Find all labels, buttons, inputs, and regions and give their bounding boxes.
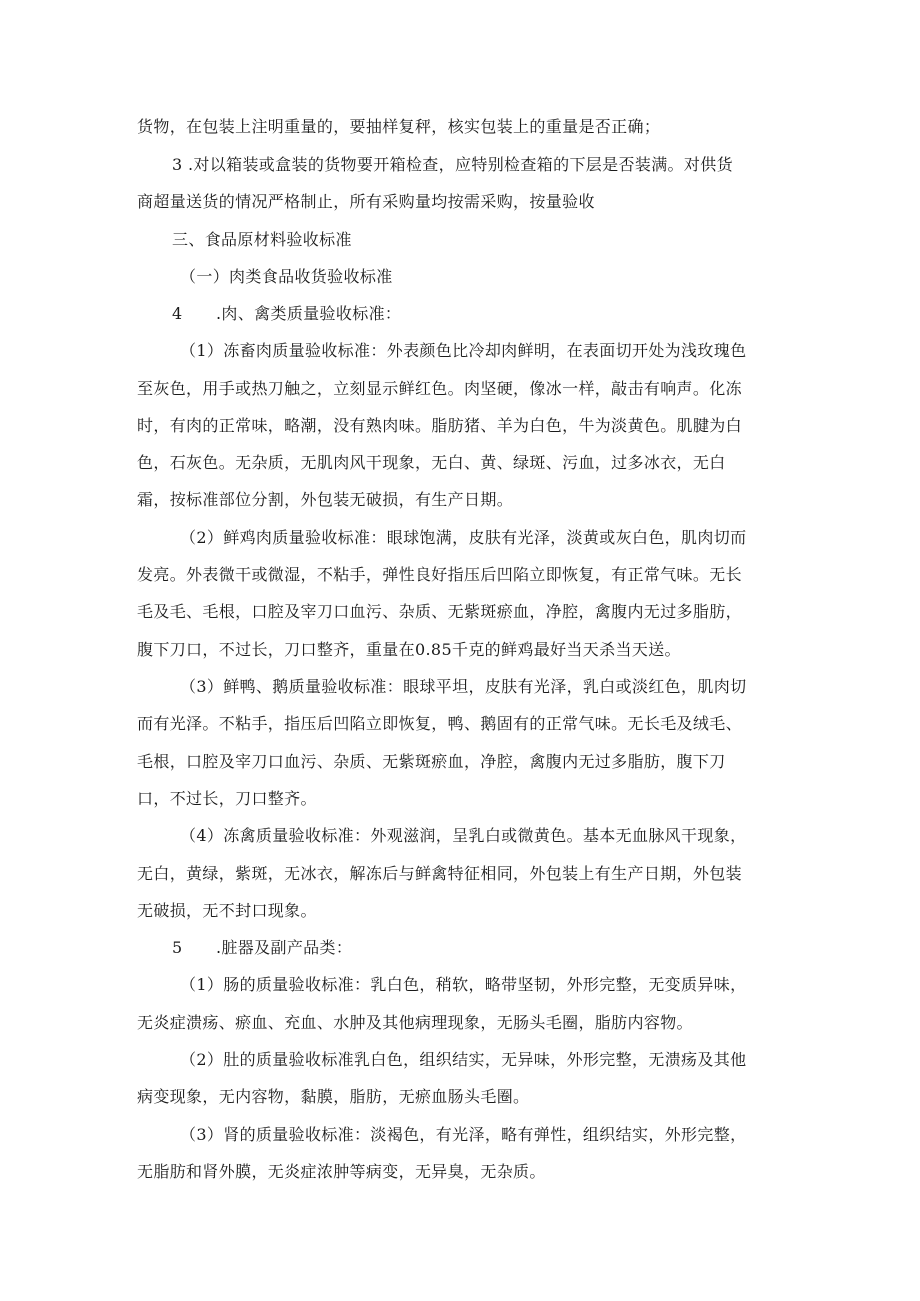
text-line: 口，不过长，刀口整齐。 — [137, 789, 317, 808]
text-line: 毛及毛、毛根，口腔及宰刀口血污、杂质、无紫斑瘀血，净腔，禽腹内无过多脂肪， — [137, 602, 742, 621]
text-line: 无白，黄绿，紫斑，无冰衣，解冻后与鲜禽特征相同，外包装上有生产日期，外包装 — [137, 864, 742, 883]
text-line: 商超量送货的情况严格制止，所有采购量均按需采购，按量验收 — [137, 192, 595, 211]
text-line: 货物，在包装上注明重量的，要抽样复秤，核实包装上的重量是否正确； — [137, 117, 661, 136]
text-line: 时，有肉的正常味，略潮，没有熟肉味。脂肪猪、羊为白色，牛为淡黄色。肌腱为白 — [137, 416, 742, 435]
text-line: 无脂肪和肾外膜，无炎症浓肿等病变，无异臭，无杂质。 — [137, 1162, 546, 1181]
text-line: 3 .对以箱装或盒装的货物要开箱检查，应特别检查箱的下层是否装满。对供货 — [172, 155, 733, 174]
text-line: 无炎症溃疡、瘀血、充血、水肿及其他病理现象，无肠头毛圈，脂肪内容物。 — [137, 1013, 693, 1032]
item-number: 5 — [172, 938, 183, 957]
text-line: 毛根，口腔及宰刀口血污、杂质、无紫斑瘀血，净腔，禽腹内无过多脂肪，腹下刀 — [137, 752, 726, 771]
text-line: 腹下刀口，不过长，刀口整齐，重量在0.85千克的鲜鸡最好当天杀当天送。 — [137, 640, 681, 659]
text-line: 而有光泽。不粘手，指压后凹陷立即恢复，鸭、鹅固有的正常气味。无长毛及绒毛、 — [137, 714, 742, 733]
item-heading — [172, 304, 812, 324]
text-line: （2）肚的质量验收标准乳白色，组织结实，无异味，外形完整，无溃疡及其他 — [180, 1050, 747, 1069]
text-line: 色，石灰色。无杂质，无肌肉风干现象，无白、黄、绿斑、污血，过多冰衣，无白 — [137, 453, 726, 472]
item-number: 4 — [172, 304, 183, 323]
text-line: 无破损，无不封口现象。 — [137, 901, 317, 920]
item-title: .肉、禽类质量验收标准： — [216, 304, 402, 323]
text-line: 霜，按标准部位分割，外包装无破损，有生产日期。 — [137, 490, 514, 509]
subsection-heading: （一）肉类食品收货验收标准 — [180, 267, 393, 286]
text-line: 至灰色，用手或热刀触之，立刻显示鲜红色。肉坚硬，像冰一样，敲击有响声。化冻 — [137, 379, 742, 398]
text-line: （3）鲜鸭、鹅质量验收标准：眼球平坦，皮肤有光泽，乳白或淡红色，肌肉切 — [180, 677, 747, 696]
text-line: （1）肠的质量验收标准：乳白色，稍软，略带坚韧，外形完整，无变质异味， — [180, 975, 747, 994]
text-line: （2）鲜鸡肉质量验收标准：眼球饱满，皮肤有光泽，淡黄或灰白色，肌肉切而 — [180, 528, 747, 547]
text-line: （1）冻畜肉质量验收标准：外表颜色比冷却肉鲜明，在表面切开处为浅玫瑰色 — [180, 341, 747, 360]
text-line: 病变现象，无内容物，黏膜，脂肪，无瘀血肠头毛圈。 — [137, 1087, 530, 1106]
text-line: 发亮。外表微干或微湿，不粘手，弹性良好指压后凹陷立即恢复，有正常气味。无长 — [137, 565, 742, 584]
item-heading — [172, 938, 812, 958]
section-heading: 三、食品原材料验收标准 — [172, 230, 352, 249]
item-title: .脏器及副产品类： — [216, 938, 353, 957]
text-line: （4）冻禽质量验收标准：外观滋润，呈乳白或微黄色。基本无血脉风干现象， — [180, 826, 747, 845]
text-line: （3）肾的质量验收标准：淡褐色，有光泽，略有弹性，组织结实，外形完整， — [180, 1125, 747, 1144]
